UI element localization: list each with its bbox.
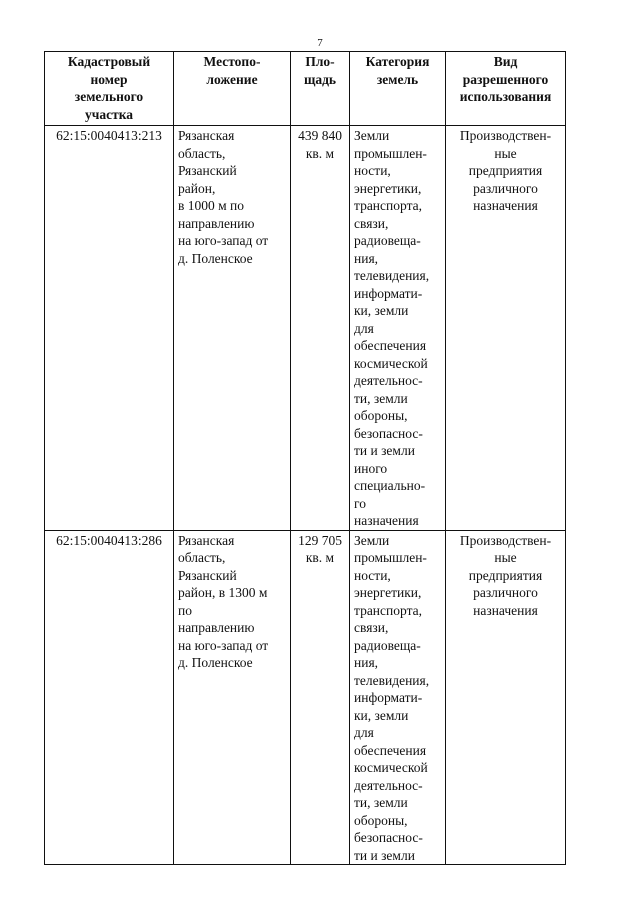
cell-text-line: радиовеща-: [354, 637, 421, 653]
cell-text-line: на юго-запад от: [178, 233, 269, 248]
permitted-use-cell: [446, 530, 566, 865]
cell-text-line: Рязанский: [178, 567, 237, 583]
cell-text-line: кв. м: [305, 145, 335, 161]
land-plots-table: [44, 51, 566, 865]
cell-text-line: участка: [84, 106, 134, 122]
cell-text-line: использования: [459, 89, 552, 104]
cell-text-line: энергетики,: [354, 585, 422, 600]
cell-text-line: д. Поленское: [178, 655, 253, 670]
cell-text-line: Вид: [493, 54, 518, 69]
cell-text-line: космической: [354, 355, 428, 371]
cell-text-line: связи,: [354, 620, 389, 635]
cell-text-line: по: [178, 602, 192, 618]
cell-text-line: информати-: [354, 690, 423, 705]
cell-text-line: ти и земли: [354, 443, 415, 458]
table-header-row: [45, 52, 566, 126]
cell-text-line: специально-: [354, 478, 426, 493]
header-land-category: [350, 52, 446, 126]
permitted-use-cell: [446, 126, 566, 531]
header-area: [291, 52, 350, 126]
cell-text-line: промышлен-: [354, 550, 427, 565]
cell-text-line: предприятия: [468, 567, 543, 583]
land-category-cell: [350, 530, 446, 865]
cell-text-line: район, в 1300 м: [178, 585, 268, 600]
cell-text-line: обороны,: [354, 408, 408, 423]
area-cell: [291, 530, 350, 865]
cell-text-line: Рязанская: [178, 532, 235, 548]
cell-text-line: ти, земли: [354, 795, 408, 810]
cell-text-line: ности,: [354, 163, 391, 178]
cell-text-line: транспорта,: [354, 602, 423, 618]
cell-text-line: Земли: [354, 128, 390, 143]
cell-text-line: телевидения,: [354, 672, 430, 688]
page-number: 7: [317, 37, 323, 49]
location-cell: [174, 530, 291, 865]
cell-text-line: ти и земли: [354, 847, 415, 863]
cadastral-number-cell: 62:15:0040413:213: [45, 126, 174, 531]
cell-text-line: Рязанская: [178, 128, 235, 143]
cell-text-line: ности,: [354, 567, 391, 583]
cell-text-line: энергетики,: [354, 180, 422, 196]
cell-text-line: информати-: [354, 285, 423, 301]
cell-text-line: ти, земли: [354, 390, 408, 406]
cell-text-line: Земли: [354, 532, 390, 548]
cadastral-number-cell: 62:15:0040413:286: [45, 530, 174, 865]
cell-text-line: ния,: [354, 250, 379, 266]
cell-text-line: назначения: [473, 602, 538, 618]
cell-text-line: деятельнос-: [354, 373, 423, 388]
cell-text-line: обороны,: [354, 812, 408, 828]
header-location: [174, 52, 291, 126]
cell-text-line: Кадастровый: [67, 54, 151, 69]
cell-text-line: направлению: [178, 620, 255, 635]
area-cell: [291, 126, 350, 531]
cell-text-line: транспорта,: [354, 198, 423, 213]
cell-text-line: обеспечения: [354, 742, 427, 758]
cell-text-line: щадь: [303, 71, 337, 87]
cell-text-line: 129 705: [298, 532, 342, 548]
cell-text-line: ния,: [354, 655, 379, 670]
cell-text-line: космической: [354, 760, 428, 775]
cell-text-line: Рязанский: [178, 163, 237, 178]
cell-text-line: 439 840: [298, 128, 342, 143]
table-row: [45, 126, 566, 531]
cell-text-line: ки, земли: [354, 303, 409, 318]
location-cell: [174, 126, 291, 531]
cell-text-line: Категория: [365, 54, 430, 69]
cell-text-line: предприятия: [468, 163, 543, 178]
cell-text-line: номер: [90, 71, 128, 87]
cell-text-line: телевидения,: [354, 268, 430, 283]
table-row: [45, 530, 566, 865]
cell-text-line: направлению: [178, 215, 255, 231]
cell-text-line: ки, земли: [354, 707, 409, 723]
cell-text-line: земель: [376, 71, 419, 87]
cell-text-line: область,: [178, 145, 226, 161]
cell-text-line: иного: [354, 460, 388, 476]
cell-text-line: связи,: [354, 215, 389, 231]
cell-text-line: радиовеща-: [354, 233, 421, 248]
cell-text-line: ные: [494, 550, 517, 565]
cell-text-line: разрешенного: [462, 71, 549, 87]
land-category-cell: [350, 126, 446, 531]
cell-text-line: Местопо-: [203, 54, 261, 69]
cell-text-line: для: [354, 320, 374, 336]
cell-text-line: различного: [473, 180, 538, 196]
cell-text-line: кв. м: [305, 550, 335, 565]
cell-text-line: ложение: [206, 71, 258, 87]
cell-text-line: для: [354, 725, 374, 740]
cell-text-line: обеспечения: [354, 338, 427, 353]
cell-text-line: ные: [494, 145, 517, 161]
cell-text-line: назначения: [354, 513, 419, 528]
cell-text-line: различного: [473, 585, 538, 600]
cell-text-line: назначения: [473, 198, 538, 213]
cell-text-line: область,: [178, 550, 226, 565]
cell-text-line: в 1000 м по: [178, 198, 245, 213]
cell-text-line: Пло-: [305, 54, 335, 69]
cell-text-line: земельного: [74, 89, 144, 104]
cell-text-line: д. Поленское: [178, 250, 253, 266]
header-cadastral-number: [45, 52, 174, 126]
cell-text-line: безопаснос-: [354, 425, 423, 441]
header-permitted-use: [446, 52, 566, 126]
cell-text-line: Производствен-: [459, 128, 552, 143]
cell-text-line: на юго-запад от: [178, 637, 269, 653]
cell-text-line: безопаснос-: [354, 830, 423, 845]
cell-text-line: го: [354, 495, 366, 511]
cell-text-line: район,: [178, 180, 216, 196]
cell-text-line: промышлен-: [354, 145, 427, 161]
cell-text-line: деятельнос-: [354, 777, 423, 793]
cell-text-line: Производствен-: [459, 532, 552, 548]
